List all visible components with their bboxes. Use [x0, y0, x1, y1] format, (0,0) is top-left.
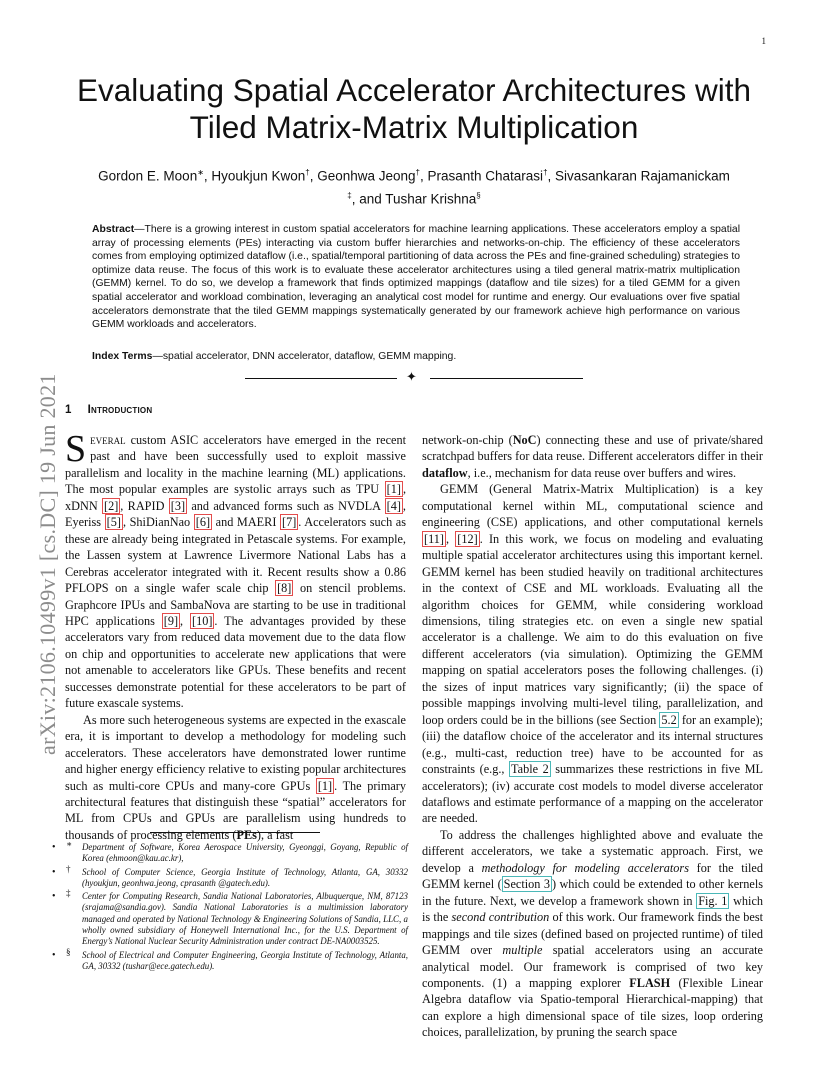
paragraph-text: . In this work, we focus on modeling and evaluating multiple spatial accelerator architectures using this important kernel. GEMM kernel has been studied heavily on traditional architectures in the context of CSE and ML workloads. Evaluating all the algorithm choices for GEMM, while considering workload dimensions, tiling strategies etc. on even a single new spatial accelerator is a challenge. We aim to do this evaluation on five different accelerators (via simulation). Optimizing the GEMM mapping on spatial accelerators poses the following challenges. (i) the sizes of input matrices vary significantly; (ii) the space of possible mappings involving multi-level tiling, parallelization, and loop orders could be in the billions (see Section: [422, 531, 763, 727]
bold-term: dataflow: [422, 465, 468, 480]
italic-term: multiple: [502, 943, 543, 958]
abstract: [92, 223, 740, 332]
paragraph-text: , RAPID: [120, 498, 169, 513]
lead-in-word: everal: [90, 433, 126, 447]
paragraph-text: on stencil problems. Graphcore IPUs and SambaNova are starting to be use in traditional HPC applications: [65, 581, 406, 628]
citation-link[interactable]: [6]: [195, 515, 211, 530]
paper-title: [40, 72, 788, 146]
footnote-text: Center for Computing Research, Sandia National Laboratories, Albuquerque, NM, 87123 (srajama@sandia.gov). Sandia National Laboratories is a multimission laboratory managed and operated by National Technology & Engineering Solutions of Sandia, LLC, a wholly owned subsidiary of Honeywell International Inc., for the U.S. Department of Energy’s National Nuclear Security Administration under contract DE-NA0003525.: [82, 891, 408, 947]
author-name: Geonhwa Jeong: [317, 168, 416, 184]
index-terms: [92, 350, 740, 364]
footnote-text: School of Computer Science, Georgia Institute of Technology, Atlanta, GA, 30332 (hyoukjun, geonhwa.jeong, cprasanth @gatech.edu).: [82, 866, 408, 888]
intro-paragraph: [422, 827, 763, 1041]
footnote-rule: [150, 832, 320, 833]
right-column: [422, 432, 763, 1041]
title-line-2: Tiled Matrix-Matrix Multiplication: [189, 109, 639, 145]
citation-link[interactable]: [9]: [163, 613, 179, 628]
paragraph-text: (Flexible Linear Algebra dataflow via Spatio-temporal Hierarchical-mapping) that can explore a high dimensional space of tile sizes, loop ordering choices, parallelization, by pruning the search space: [422, 975, 763, 1040]
footnote-item: [52, 946, 408, 973]
citation-link[interactable]: [3]: [170, 498, 186, 513]
index-terms-text: —spatial accelerator, DNN accelerator, dataflow, GEMM mapping.: [152, 351, 457, 362]
author-name: Hyoukjun Kwon: [211, 168, 306, 184]
intro-paragraph: [422, 432, 763, 481]
intro-paragraph: [65, 428, 407, 712]
drop-cap: S: [65, 428, 87, 470]
bold-term: PEs: [236, 827, 257, 842]
abstract-label: Abstract: [92, 224, 135, 235]
citation-link[interactable]: [4]: [386, 498, 401, 513]
figure-link[interactable]: Fig. 1: [698, 893, 728, 908]
author-name: Tushar Krishna: [385, 191, 477, 206]
paragraph-text: ,: [180, 613, 190, 628]
paragraph-text: , ShiDianNao: [122, 515, 194, 530]
index-terms-label: Index Terms: [92, 351, 153, 362]
paragraph-text: network-on-chip (: [422, 433, 513, 447]
author-affiliation-mark: †: [543, 168, 548, 177]
paragraph-text: and MAERI: [212, 515, 280, 530]
paragraph-text: ) which could be extended to other kernels in the future. Next, we develop a framework shown in: [422, 877, 763, 908]
footnote-item: [52, 863, 408, 890]
footnote-mark: • †: [66, 863, 71, 874]
intro-paragraph: [422, 481, 763, 827]
section-divider-left: [245, 378, 397, 379]
citation-link[interactable]: [5]: [106, 515, 121, 530]
italic-term: second contribution: [451, 910, 550, 925]
author-list: Gordon E. Moon∗, Hyoukjun Kwon†, Geonhwa Jeong†, Prasanth Chatarasi†, Sivasankaran Rajamanickam ‡, and Tushar Krishna§: [98, 168, 730, 206]
left-column: [65, 428, 407, 843]
footnote-text: School of Electrical and Computer Engineering, Georgia Institute of Technology, Atlanta, GA, 30332 (tushar@ece.gatech.edu).: [82, 949, 408, 971]
author-affiliation-mark: †: [305, 168, 310, 177]
paragraph-text: spatial accelerators using an accurate analytical model. Our framework is comprised of two key components. (1) a mapping explorer: [422, 943, 763, 990]
table-link[interactable]: Table 2: [511, 762, 549, 777]
author-name: Gordon E. Moon: [98, 168, 198, 184]
paragraph-text: , i.e., mechanism for data reuse over buffers and wires.: [467, 465, 737, 480]
section-link[interactable]: 5.2: [661, 712, 677, 727]
page-number: 1: [761, 36, 766, 46]
footnote-list: [52, 839, 408, 974]
citation-link[interactable]: [8]: [277, 581, 292, 596]
footnote-item: [52, 888, 408, 947]
bold-term: NoC: [512, 433, 537, 447]
section-divider-right: [430, 378, 583, 379]
paragraph-text: summarizes these restrictions in five ML accelerators); (iv) accurate cost models to model diverse accelerator dataflows and estimate performance of a mapping on the accelerator are needed.: [422, 762, 764, 826]
footnote-mark: • ∗: [66, 839, 73, 849]
paragraph-text: ), a fast: [256, 827, 294, 842]
citation-link[interactable]: [7]: [282, 515, 297, 530]
citation-link[interactable]: [2]: [103, 498, 119, 513]
citation-link[interactable]: [1]: [386, 482, 401, 497]
citation-link[interactable]: [12]: [457, 531, 478, 546]
section-title: Introduction: [87, 404, 153, 416]
footnote-item: [52, 839, 408, 865]
author-conjunction: , and: [351, 191, 386, 206]
intro-paragraph: [65, 712, 406, 844]
author-name: Sivasankaran Rajamanickam: [555, 168, 730, 184]
paragraph-text: . Accelerators such as these are already being integrated in Petascale systems. For example, the Lassen system at Lawrence Livermore National Labs has a Cerebras accelerator integrated with it. Recent results show a 0.86 PFLOPS on a single wafer scale chip: [65, 515, 407, 596]
section-heading: [65, 404, 152, 416]
paragraph-text: custom ASIC accelerators have emerged in the recent past and have been successfully used to exploit massive parallelism and locality in the machine learning (ML) applications. The most popular examples are systolic arrays such as TPU: [65, 433, 406, 497]
paragraph-text: GEMM (General Matrix-Matrix Multiplication) is a key computational kernel within ML, computational science and engineering (CSE) applications, and other computational kernels: [422, 482, 763, 530]
author-affiliation-mark: §: [476, 190, 481, 200]
paragraph-text: which is the: [422, 893, 764, 925]
paragraph-text: , xDNN: [65, 482, 406, 513]
citation-link[interactable]: [1]: [317, 778, 333, 793]
section-number: 1: [65, 404, 72, 416]
paragraph-text: and advanced forms such as NVDLA: [187, 498, 385, 513]
paragraph-text: for the tiled GEMM kernel (: [422, 860, 763, 892]
paragraph-text: To address the challenges highlighted above and evaluate the different accelerators, we take a systematic approach. First, we develop a: [422, 827, 763, 875]
citation-link[interactable]: [11]: [424, 531, 444, 546]
paragraph-text: for an example); (iii) the dataflow choice of the accelerator and its internal structures (e.g., multi-cast, reduction tree) have to be accounted for as constraints (e.g.,: [422, 712, 764, 777]
footnote-mark: • §: [66, 946, 71, 957]
paragraph-text: of this work. Our framework finds the best mappings and tile sizes (defined based on projected runtime) of tiled GEMM over: [422, 910, 763, 958]
author-name: Prasanth Chatarasi: [427, 168, 544, 184]
arxiv-identifier-stamp[interactable]: arXiv:2106.10499v1 [cs.DC] 19 Jun 2021: [35, 373, 60, 755]
paragraph-text: . The primary architectural features that distinguish these “spatial” accelerators for ML from CPUs and GPUs are parallelism using hundreds to thousands of processing elements (: [65, 778, 406, 842]
author-affiliation-mark: †: [415, 168, 420, 177]
bold-term: FLASH: [629, 975, 671, 990]
abstract-text: —There is a growing interest in custom spatial accelerators for machine learning applications. These accelerators employ a spatial array of processing elements (PEs) interacting via custom buffer hierarchies and networks-on-chip. The efficiency of these accelerators comes from employing optimized dataflow (i.e., spatial/temporal partitioning of data across the PEs and fine-grained scheduling) strategies to optimize data reuse. The focus of this work is to evaluate these accelerator architectures using a tiled general matrix-matrix multiplication (GEMM) kernel. To do so, we develop a framework that finds optimized mappings (dataflow and tile sizes) for a tiled GEMM for a given spatial accelerator and workload combination, leveraging an analytical cost model for runtime and energy. Our evaluations over five spatial accelerators demonstrate that the tiled GEMM mappings systematically generated by our framework achieve high performance on various GEMM workloads and accelerators.: [92, 224, 740, 331]
paragraph-text: ) connecting these and use of private/shared scratchpad buffers for data reuse. Different accelerators differ in their: [422, 433, 763, 464]
paragraph-text: As more such heterogeneous systems are expected in the exascale era, it is important to develop a methodology for modeling such accelerators. These accelerators have demonstrated lower runtime and higher energy efficiency relative to existing popular architectures such as multi-core CPUs and many-core GPUs: [65, 712, 406, 793]
title-line-1: Evaluating Spatial Accelerator Architectures with: [76, 72, 752, 108]
footnote-text: Department of Software, Korea Aerospace University, Gyeonggi, Goyang, Republic of Korea (ehmoon@kau.ac.kr),: [82, 842, 408, 864]
author-affiliation-mark: ‡: [347, 190, 352, 200]
section-link[interactable]: Section 3: [503, 877, 550, 892]
author-affiliation-mark: ∗: [197, 168, 204, 177]
paragraph-text: . The advantages provided by these accelerators vary from reduced data movement due to the data flow on chip and opportunities to accelerate new applications that were not amenable to accelerators like GPUs. These benefits and recent successes demonstrate potential for these accelerators to be part of future exascale systems.: [65, 613, 406, 711]
paragraph-text: , Eyeriss: [65, 498, 406, 530]
italic-term: methodology for modeling accelerators: [481, 860, 689, 875]
citation-link[interactable]: [10]: [191, 613, 213, 628]
divider-diamond-icon: ✦: [406, 369, 417, 384]
footnote-mark: • ‡: [66, 888, 71, 899]
paragraph-text: ,: [445, 531, 456, 546]
